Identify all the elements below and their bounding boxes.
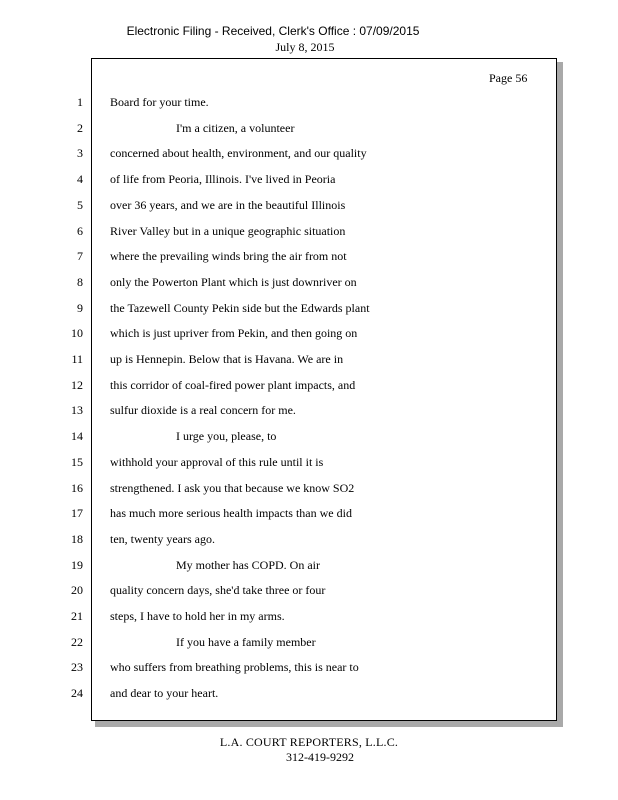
line-text: has much more serious health impacts than we did bbox=[110, 506, 352, 520]
line-number: 19 bbox=[71, 558, 83, 572]
line-number: 17 bbox=[71, 506, 83, 520]
line-text: this corridor of coal-fired power plant impacts, and bbox=[110, 378, 356, 392]
filing-stamp: Electronic Filing - Received, Clerk's Office : 07/09/2015 bbox=[126, 24, 420, 38]
line-number: 1 bbox=[77, 95, 83, 109]
line-number: 14 bbox=[71, 429, 83, 443]
line-text: sulfur dioxide is a real concern for me. bbox=[110, 403, 296, 417]
line-text: I'm a citizen, a volunteer bbox=[176, 121, 295, 135]
line-text: ten, twenty years ago. bbox=[110, 532, 215, 546]
page-number: Page 56 bbox=[489, 71, 528, 85]
line-number: 8 bbox=[77, 275, 83, 289]
line-number: 10 bbox=[71, 326, 83, 340]
line-text: steps, I have to hold her in my arms. bbox=[110, 609, 285, 623]
line-text: strengthened. I ask you that because we know SO2 bbox=[110, 481, 355, 495]
line-text: concerned about health, environment, and our quality bbox=[110, 146, 367, 160]
line-number: 12 bbox=[71, 378, 83, 392]
line-number: 4 bbox=[77, 172, 83, 186]
line-text: If you have a family member bbox=[176, 635, 316, 649]
line-number: 2 bbox=[77, 121, 83, 135]
line-number: 22 bbox=[71, 635, 83, 649]
line-text: My mother has COPD. On air bbox=[176, 558, 320, 572]
line-number: 6 bbox=[77, 224, 83, 238]
line-text: who suffers from breathing problems, this is near to bbox=[110, 660, 359, 674]
footer-company: L.A. COURT REPORTERS, L.L.C. bbox=[219, 735, 399, 749]
line-text: I urge you, please, to bbox=[176, 429, 277, 443]
line-number: 18 bbox=[71, 532, 83, 546]
line-number: 15 bbox=[71, 455, 83, 469]
line-text: of life from Peoria, Illinois. I've lived in Peoria bbox=[110, 172, 336, 186]
line-text: up is Hennepin. Below that is Havana. We are in bbox=[110, 352, 344, 366]
line-text: and dear to your heart. bbox=[110, 686, 219, 700]
line-number: 21 bbox=[71, 609, 83, 623]
line-number: 23 bbox=[71, 660, 83, 674]
line-text: River Valley but in a unique geographic situation bbox=[110, 224, 346, 238]
line-number: 3 bbox=[77, 146, 83, 160]
line-text: only the Powerton Plant which is just downriver on bbox=[110, 275, 357, 289]
transcript-date: July 8, 2015 bbox=[275, 40, 335, 54]
line-number: 5 bbox=[77, 198, 83, 212]
line-text: which is just upriver from Pekin, and then going on bbox=[110, 326, 358, 340]
footer-phone: 312-419-9292 bbox=[286, 750, 354, 764]
line-number: 11 bbox=[71, 352, 83, 366]
line-number: 9 bbox=[77, 301, 83, 315]
line-text: withhold your approval of this rule until it is bbox=[110, 455, 324, 469]
line-text: the Tazewell County Pekin side but the Edwards plant bbox=[110, 301, 370, 315]
line-number: 16 bbox=[71, 481, 83, 495]
line-number: 20 bbox=[71, 583, 83, 597]
line-text: Board for your time. bbox=[110, 95, 209, 109]
line-text: quality concern days, she'd take three or four bbox=[110, 583, 326, 597]
line-number: 13 bbox=[71, 403, 83, 417]
line-number: 24 bbox=[71, 686, 83, 700]
line-text: over 36 years, and we are in the beautiful Illinois bbox=[110, 198, 346, 212]
line-text: where the prevailing winds bring the air from not bbox=[110, 249, 347, 263]
line-number: 7 bbox=[77, 249, 83, 263]
